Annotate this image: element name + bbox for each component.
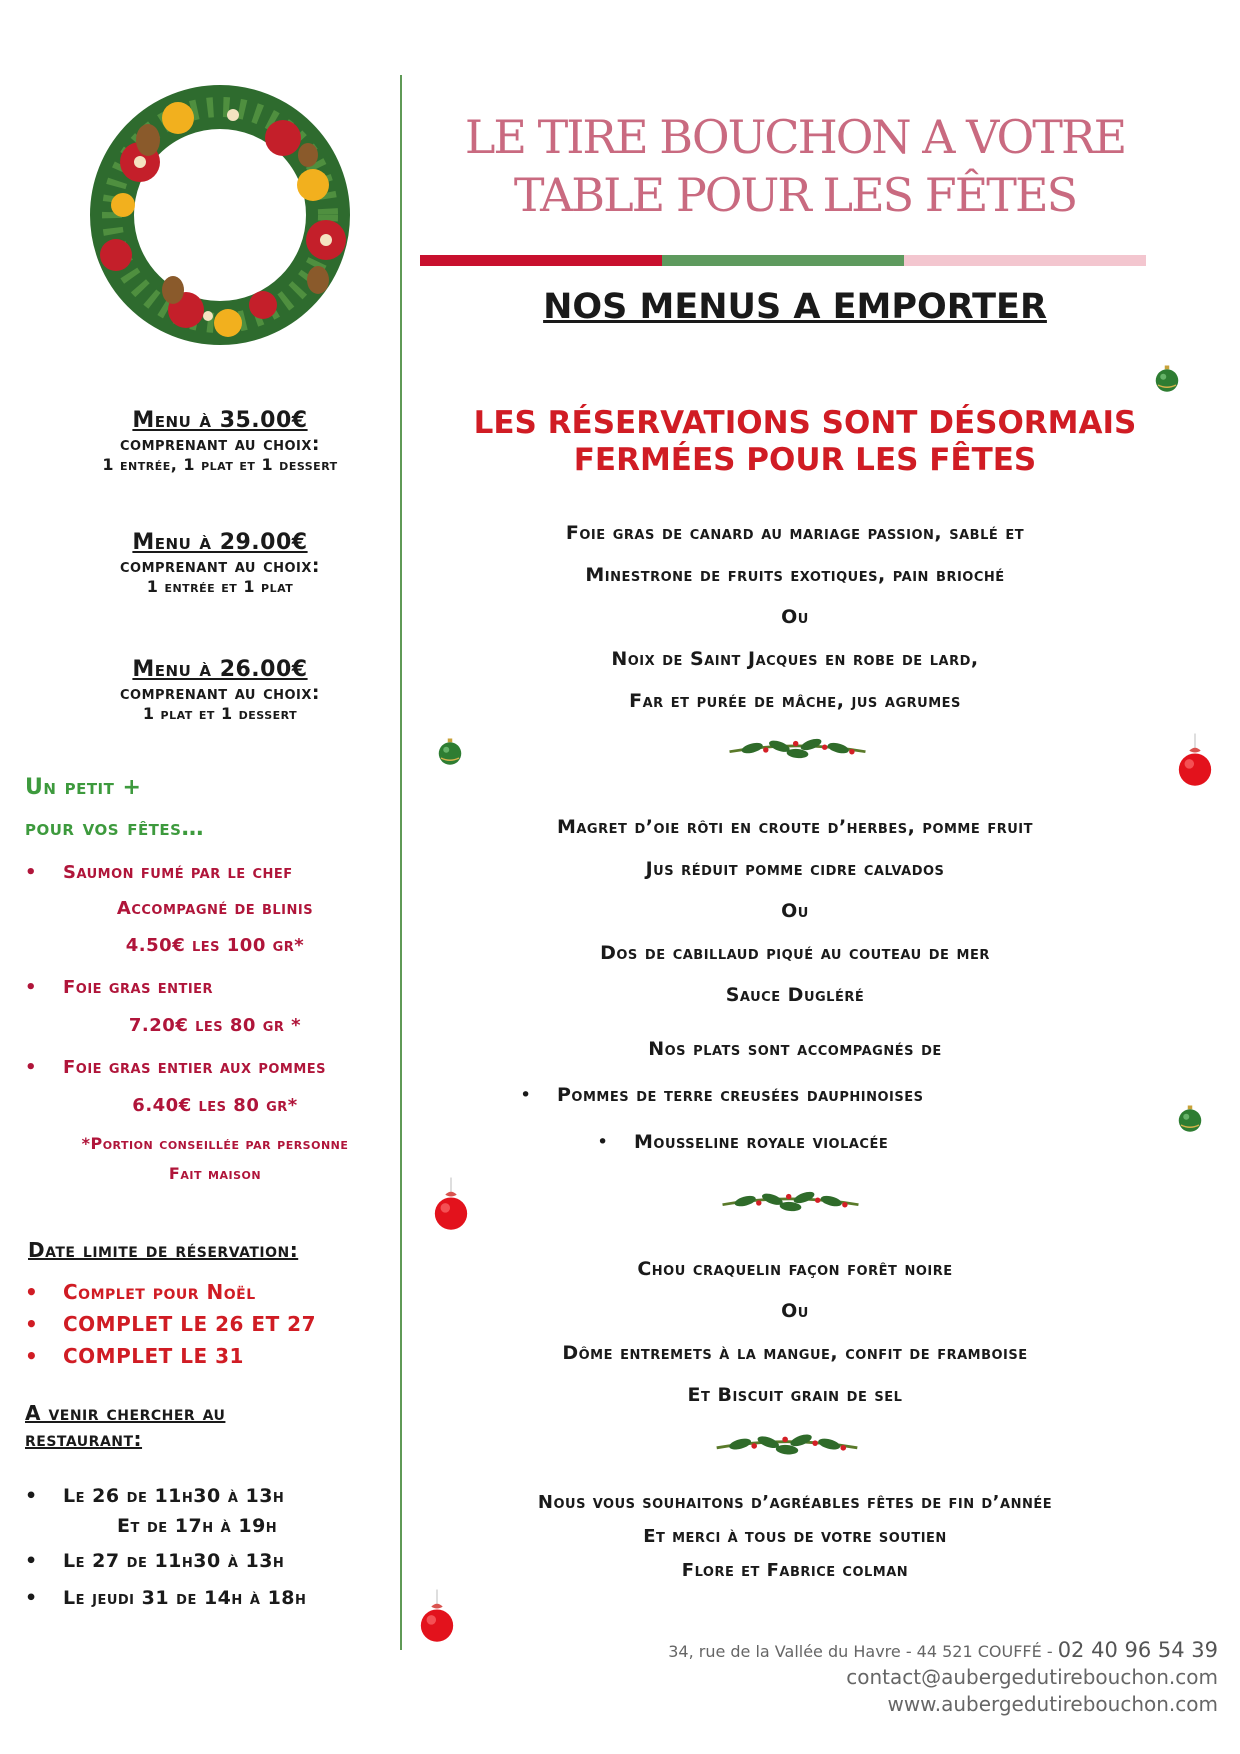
menu-block-29: [40, 530, 400, 596]
sides-intro: Nos plats sont accompagnés de: [648, 1038, 942, 1060]
deadline-item: • COMPLET LE 26 ET 27: [25, 1312, 317, 1336]
reservations-closed-notice: LES RÉSERVATIONS SONT DÉSORMAIS FERMÉES POUR LES FÊTES: [473, 405, 1137, 478]
extras-item-foie-gras-pommes: Foie gras entier aux pommes: [63, 1057, 327, 1078]
extras-heading: Un petit +: [25, 775, 142, 800]
pickup-item-evening: Et de 17h à 19h: [117, 1515, 278, 1537]
ornament-red-icon: [432, 1176, 470, 1236]
menu-block-26: [40, 657, 400, 723]
menu-detail: 1 entrée et 1 plat: [146, 577, 294, 596]
closing-line: Nous vous souhaitons d’agréables fêtes de fin d’année: [537, 1492, 1053, 1513]
deadline-item: • Complet pour Noël: [25, 1280, 256, 1304]
pickup-item: • Le 27 de 11h30 à 13h: [25, 1550, 285, 1572]
pickup-heading: A venir chercher au restaurant:: [25, 1401, 226, 1451]
extras-item-salmon-detail: Accompagné de blinis: [116, 898, 314, 919]
signature: Flore et Fabrice colman: [681, 1560, 909, 1581]
closing-line: Et merci à tous de votre soutien: [643, 1526, 947, 1547]
holly-divider-icon: [718, 1188, 863, 1216]
deadline-heading: Date limite de réservation:: [28, 1238, 299, 1262]
deadline-list: [25, 1280, 316, 1376]
main-or: Ou: [781, 900, 809, 922]
main-line: Magret d’oie rôti en croute d’herbes, pomme fruit: [556, 816, 1034, 838]
holly-divider-icon: [725, 735, 870, 763]
main-line: Dos de cabillaud piqué au couteau de mer: [600, 942, 990, 964]
bullet: •: [597, 1131, 609, 1153]
footer-phone: 02 40 96 54 39: [1057, 1638, 1218, 1662]
color-rule-pink: [904, 255, 1146, 266]
deadline-item: • COMPLET LE 31: [25, 1344, 244, 1368]
menu-subtitle: comprenant au choix:: [119, 433, 320, 455]
portion-note: *Portion conseillée par personne: [81, 1134, 349, 1153]
menu-title: Menu à 29.00€: [132, 530, 308, 555]
menu-title: Menu à 26.00€: [132, 657, 308, 682]
ornament-green-icon: [1175, 1102, 1205, 1136]
color-rule-green: [662, 255, 904, 266]
dessert-line: Et Biscuit grain de sel: [687, 1384, 903, 1406]
bullet: •: [520, 1084, 532, 1106]
starter-line: Noix de Saint Jacques en robe de lard,: [611, 648, 979, 670]
menu-detail: 1 entrée, 1 plat et 1 dessert: [102, 455, 338, 474]
starter-line: Minestrone de fruits exotiques, pain brioché: [585, 564, 1005, 586]
starter-line: Far et purée de mâche, jus agrumes: [629, 690, 961, 712]
footer-address: 34, rue de la Vallée du Havre - 44 521 COUFFÉ - 02 40 96 54 39: [668, 1638, 1218, 1662]
side-item: Mousseline royale violacée: [634, 1131, 889, 1153]
subtitle: NOS MENUS A EMPORTER: [543, 287, 1047, 327]
extras-list: [25, 862, 405, 1192]
main-line: Jus réduit pomme cidre calvados: [645, 858, 945, 880]
holly-divider-icon: [712, 1430, 862, 1460]
page-title: LE TIRE BOUCHON A VOTRE TABLE POUR LES FÊTES: [464, 110, 1126, 222]
christmas-wreath-image: [78, 80, 363, 350]
dessert-or: Ou: [781, 1300, 809, 1322]
main-line: Sauce Dugléré: [725, 984, 865, 1006]
starter-or: Ou: [781, 606, 809, 628]
bullet: •: [25, 862, 38, 883]
pickup-item: • Le jeudi 31 de 14h à 18h: [25, 1587, 307, 1609]
extras-heading-2: pour vos fêtes…: [25, 816, 204, 841]
ornament-red-icon: [1176, 732, 1214, 792]
menu-detail: 1 plat et 1 dessert: [142, 704, 298, 723]
footer-email[interactable]: contact@aubergedutirebouchon.com: [846, 1665, 1218, 1689]
starter-line: Foie gras de canard au mariage passion, sablé et: [565, 522, 1025, 544]
ornament-green-icon: [435, 735, 465, 769]
extras-item-foie-gras-price: 7.20€ les 80 gr *: [128, 1015, 302, 1036]
extras-item-salmon: Saumon fumé par le chef: [63, 862, 293, 883]
extras-item-salmon-price: 4.50€ les 100 gr*: [125, 935, 305, 956]
menu-subtitle: comprenant au choix:: [119, 555, 320, 577]
bullet: •: [25, 1057, 38, 1078]
footer-website[interactable]: www.aubergedutirebouchon.com: [887, 1692, 1218, 1716]
menu-subtitle: comprenant au choix:: [119, 682, 320, 704]
color-rule-red: [420, 255, 662, 266]
bullet: •: [25, 977, 38, 998]
menu-title: Menu à 35.00€: [132, 408, 308, 433]
homemade-note: Fait maison: [168, 1164, 262, 1183]
dessert-line: Chou craquelin façon forêt noire: [637, 1258, 953, 1280]
dessert-line: Dôme entremets à la mangue, confit de framboise: [562, 1342, 1028, 1364]
side-item: Pommes de terre creusées dauphinoises: [557, 1084, 924, 1106]
ornament-green-icon: [1152, 362, 1182, 396]
extras-item-foie-gras: Foie gras entier: [63, 977, 214, 998]
extras-item-foie-gras-pommes-price: 6.40€ les 80 gr*: [132, 1095, 298, 1116]
ornament-red-icon: [418, 1588, 456, 1648]
pickup-item: • Le 26 de 11h30 à 13h: [25, 1485, 285, 1507]
menu-block-35: [40, 408, 400, 474]
